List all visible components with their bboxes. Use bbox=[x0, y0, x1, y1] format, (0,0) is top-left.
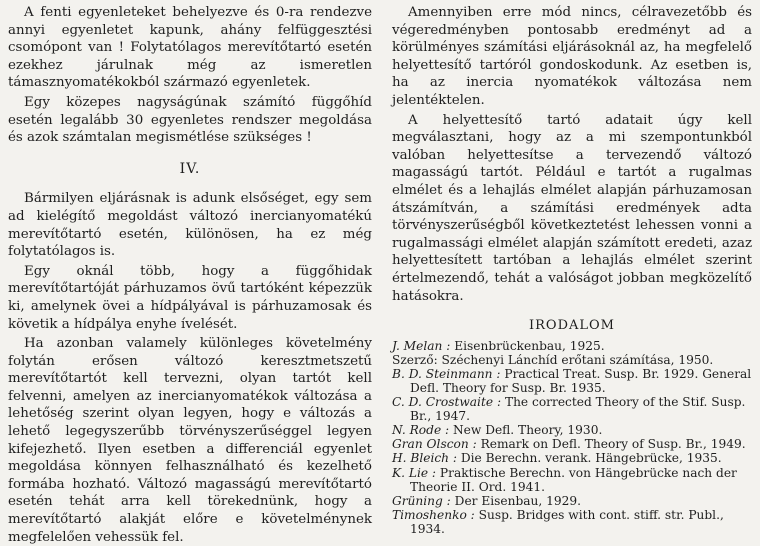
paragraph: A helyettesítő tartó adatait úgy kell megválasztani, hogy az a mi szempontunkból valóban helyettesítse a tervezendő változó magasságú tartót. Például e tartót a rugalmas elmélet és a lehajlás elmélet alapján párhuzamosan átszámítván, a számítási eredmények adta törvényszerűségből következtetést lehessen vonni a rugalmassági elmélet alapján számított eredeti, azaz helyettesített tartóban a lehajlás elmélet szerint értelmezendő, tehát a valóságot jobban megközelítő hatásokra. bbox=[392, 112, 752, 304]
reference-text: Praktische Berechn. von Hängebrücke nach der Theorie II. Ord. 1941. bbox=[410, 465, 737, 494]
reference-text: Susp. Bridges with cont. stiff. str. Publ., 1934. bbox=[410, 507, 724, 536]
reference-text: Szerző: Széchenyi Lánchíd erőtani számítása, 1950. bbox=[392, 352, 714, 367]
reference-text: Eisenbrückenbau, 1925. bbox=[454, 338, 605, 353]
reference-text: New Defl. Theory, 1930. bbox=[453, 423, 603, 438]
reference-author: H. Bleich : bbox=[392, 451, 457, 466]
reference-text: Remark on Defl. Theory of Susp. Br., 1949. bbox=[480, 437, 746, 452]
reference-item bbox=[392, 494, 752, 508]
reference-list bbox=[392, 339, 752, 536]
reference-author: Gran Olscon : bbox=[392, 437, 477, 452]
left-column bbox=[8, 4, 372, 546]
references-heading: IRODALOM bbox=[529, 318, 615, 334]
paragraph: Egy közepes nagyságúnak számító függőhíd esetén legalább 30 egyenletes rendszer megoldása és azok számtalan megismétlése szükséges ! bbox=[8, 94, 372, 146]
paragraph: Ha azonban valamely különleges követelmény folytán erősen változó keresztmetszetű merevítőtartót kell tervezni, olyan tartót kell felvenni, amelyen az inercianyomatékok változása a lehetőség szerint olyan legyen, hogy e változás a lehető legegyszerűbb törvényszerűséggel legyen kifejezhető. Ilyen esetben a differenciál egyenlet megoldása könnyen felhasználható és kezelhető formába hozható. Változó magasságú merevítőtartó esetén tehát arra kell törekednünk, hogy a merevítőtartó alakját előre e követelménynek megfelelően vehessük fel. bbox=[8, 336, 372, 545]
reference-author: K. Lie : bbox=[392, 465, 437, 480]
reference-author: Grüning : bbox=[392, 493, 451, 508]
reference-item bbox=[392, 423, 752, 437]
reference-author: B. D. Steinmann : bbox=[392, 366, 501, 381]
right-column bbox=[392, 4, 752, 536]
reference-text: Practical Treat. Susp. Br. 1929. General Defl. Theory for Susp. Br. 1935. bbox=[410, 366, 752, 395]
section-heading: IV. bbox=[179, 160, 201, 177]
reference-item bbox=[392, 339, 752, 353]
reference-text: The corrected Theory of the Stif. Susp. Br., 1947. bbox=[410, 395, 746, 424]
reference-author: N. Rode : bbox=[392, 423, 450, 438]
reference-item bbox=[392, 353, 752, 367]
reference-item bbox=[392, 367, 752, 395]
reference-item bbox=[392, 508, 752, 536]
reference-author: C. D. Crostwaite : bbox=[392, 395, 502, 410]
reference-item bbox=[392, 437, 752, 451]
reference-author: J. Melan : bbox=[392, 338, 451, 353]
reference-item bbox=[392, 466, 752, 494]
reference-text: Die Berechn. verank. Hängebrücke, 1935. bbox=[460, 451, 722, 466]
reference-text: Der Eisenbau, 1929. bbox=[454, 493, 582, 508]
reference-item bbox=[392, 451, 752, 465]
paragraph: Amennyiben erre mód nincs, célravezetőbb és végeredményben pontosabb eredményt ad a körülményes számítási eljárásoknál az, ha megfelelő helyettesítő tartóról gondoskodunk. Az esetben is, ha az inercia nyomatékok változása nem jelentéktelen. bbox=[392, 5, 752, 108]
reference-item bbox=[392, 395, 752, 423]
paragraph: Egy oknál több, hogy a függőhidak merevítőtartóját párhuzamos övű tartóként képezzük ki, amelynek övei a hídpályával is párhuzamosak és követik a hídpálya enyhe ívelését. bbox=[8, 263, 372, 332]
paragraph: Bármilyen eljárásnak is adunk elsőséget, egy sem ad kielégítő megoldást változó inercianyomatékú merevítőtartó esetén, különösen, ha ez még folytatólagos is. bbox=[8, 191, 372, 260]
reference-author: Timoshenko : bbox=[392, 507, 475, 522]
paragraph: A fenti egyenleteket behelyezve és 0-ra rendezve annyi egyenletet kapunk, ahány felfüggesztési csomópont van ! Folytatólagos merevítőtartó esetén ezekhez járulnak még az ismeretlen támasznyomatékokból származó egyenletek. bbox=[8, 5, 372, 91]
